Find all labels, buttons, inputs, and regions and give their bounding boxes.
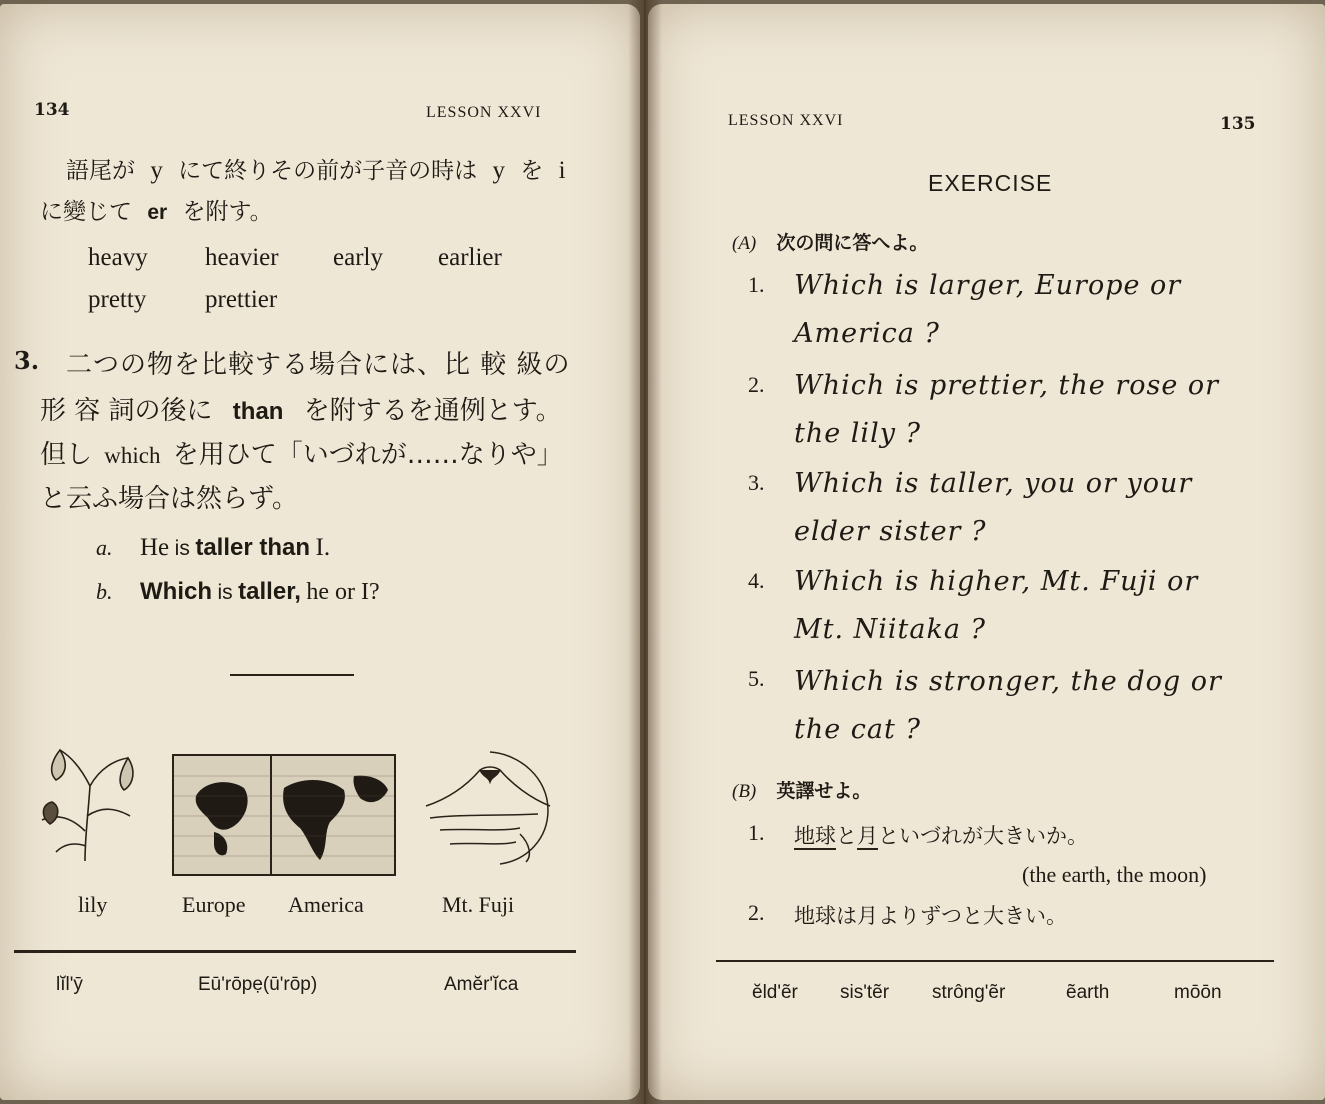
- sentence-word: is: [217, 581, 233, 604]
- rule-3-line-2: [40, 390, 562, 427]
- rule-text: 形 容 詞の後に: [40, 396, 213, 426]
- sentence-word: he or I?: [306, 579, 380, 605]
- part-label: (B): [732, 781, 757, 802]
- footer-rule: [14, 950, 576, 953]
- rule-number: 3.: [14, 346, 40, 375]
- example-word: prettier: [205, 286, 278, 313]
- rule-3-line-3: [40, 434, 563, 471]
- rule-letter: y: [492, 157, 505, 184]
- pronunciation-europe: Eū'rōpẹ(ū'rōp): [198, 974, 318, 995]
- sentence-label: b.: [96, 579, 113, 604]
- rule-suffix: er: [147, 201, 168, 224]
- sentence-bold: Which: [140, 578, 212, 605]
- sentence-bold: taller than: [195, 534, 311, 561]
- pronunciation-lily: lĭl'ȳ: [56, 974, 83, 995]
- rule-text: を附す。: [182, 199, 273, 225]
- translate-text: といづれが大きいか。: [878, 824, 1088, 848]
- rule-text: 但し: [40, 440, 93, 470]
- rule-3-line-4: と云ふ場合は然らず。: [40, 484, 298, 514]
- sentence-word: He: [140, 534, 170, 561]
- caption-mt-fuji: Mt. Fuji: [442, 892, 515, 917]
- translate-sentence-1: [794, 820, 1088, 850]
- caption-lily: lily: [78, 892, 108, 917]
- rule-y-line-1: [66, 152, 566, 185]
- pronunciation-earth: ẽarth: [1066, 982, 1110, 1003]
- page-number: 134: [34, 100, 70, 120]
- pronunciation-stronger: strông'ẽr: [932, 982, 1006, 1003]
- part-b-heading: [732, 776, 871, 803]
- sentence-b: [96, 578, 380, 606]
- rule-text: を附するを通例とす。: [303, 396, 562, 426]
- translation-hint: (the earth, the moon): [1022, 862, 1207, 887]
- page-number: 135: [1220, 114, 1256, 134]
- example-word: heavier: [205, 244, 279, 271]
- rule-letter: y: [150, 157, 163, 184]
- underlined-word: 月: [857, 824, 878, 848]
- example-word: early: [333, 244, 383, 271]
- translate-text: と: [836, 824, 857, 848]
- example-word: earlier: [438, 244, 502, 271]
- part-instruction: 次の問に答へよ。: [776, 232, 929, 254]
- caption-america: America: [288, 892, 364, 917]
- question-number: 2.: [748, 372, 765, 397]
- part-a-heading: [732, 228, 928, 255]
- question-line: America ?: [794, 318, 940, 349]
- footer-rule: [716, 960, 1274, 962]
- rule-text: に變じて: [40, 199, 132, 225]
- question-number: 5.: [748, 666, 765, 691]
- question-number: 4.: [748, 568, 765, 593]
- sentence-a: [96, 534, 330, 562]
- rule-text: にて終りその前が子音の時は: [178, 158, 478, 184]
- pronunciation-sister: sis'tẽr: [840, 982, 890, 1003]
- question-line: Which is taller, you or your: [794, 468, 1193, 499]
- rule-y-line-2: [40, 193, 273, 226]
- question-line: the lily ?: [794, 418, 922, 449]
- question-line: Which is stronger, the dog or: [794, 666, 1222, 697]
- lily-illustration: [30, 746, 142, 864]
- map-illustration: [172, 754, 396, 876]
- rule-text: を: [520, 158, 544, 184]
- separator-rule: [230, 674, 354, 676]
- question-number: 1.: [748, 272, 765, 297]
- question-line: Which is prettier, the rose or: [794, 370, 1220, 401]
- caption-europe: Europe: [182, 892, 246, 917]
- rule-text: 語尾が: [66, 158, 135, 184]
- rule-3-line-1: 二つの物を比較する場合には、比 較 級の: [66, 350, 571, 380]
- pronunciation-america: Amĕr'ĭca: [444, 974, 519, 995]
- rule-letter: i: [558, 157, 566, 184]
- mt-fuji-illustration: [420, 748, 558, 866]
- running-head: LESSON XXVI: [728, 112, 844, 129]
- sentence-bold: taller,: [238, 578, 301, 605]
- example-word: heavy: [88, 244, 148, 271]
- rule-text: を用ひて「いづれが……なりや」: [172, 440, 563, 470]
- question-line: the cat ?: [794, 714, 921, 745]
- running-head: LESSON XXVI: [426, 104, 542, 121]
- question-line: Mt. Niitaka ?: [794, 614, 987, 645]
- question-line: elder sister ?: [794, 516, 987, 547]
- question-line: Which is higher, Mt. Fuji or: [794, 566, 1199, 597]
- exercise-title: EXERCISE: [928, 170, 1053, 196]
- right-page: [648, 4, 1325, 1100]
- pronunciation-moon: mōōn: [1174, 982, 1222, 1003]
- sentence-label: a.: [96, 535, 113, 560]
- translate-number: 1.: [748, 820, 765, 845]
- question-line: Which is larger, Europe or: [794, 270, 1182, 301]
- book-gutter: [628, 0, 662, 1104]
- sentence-word: I.: [315, 534, 331, 561]
- left-page: [0, 4, 640, 1100]
- part-instruction: 英譯せよ。: [776, 780, 872, 802]
- translate-number: 2.: [748, 900, 765, 925]
- translate-sentence-2: 地球は月よりずつと大きい。: [794, 904, 1067, 928]
- keyword-than: than: [232, 398, 284, 425]
- underlined-word: 地球: [794, 824, 836, 848]
- question-number: 3.: [748, 470, 765, 495]
- pronunciation-elder: ĕld'ẽr: [752, 982, 798, 1003]
- keyword-which: which: [104, 443, 161, 468]
- part-label: (A): [732, 233, 757, 254]
- sentence-word: is: [174, 537, 190, 560]
- example-word: pretty: [88, 286, 147, 313]
